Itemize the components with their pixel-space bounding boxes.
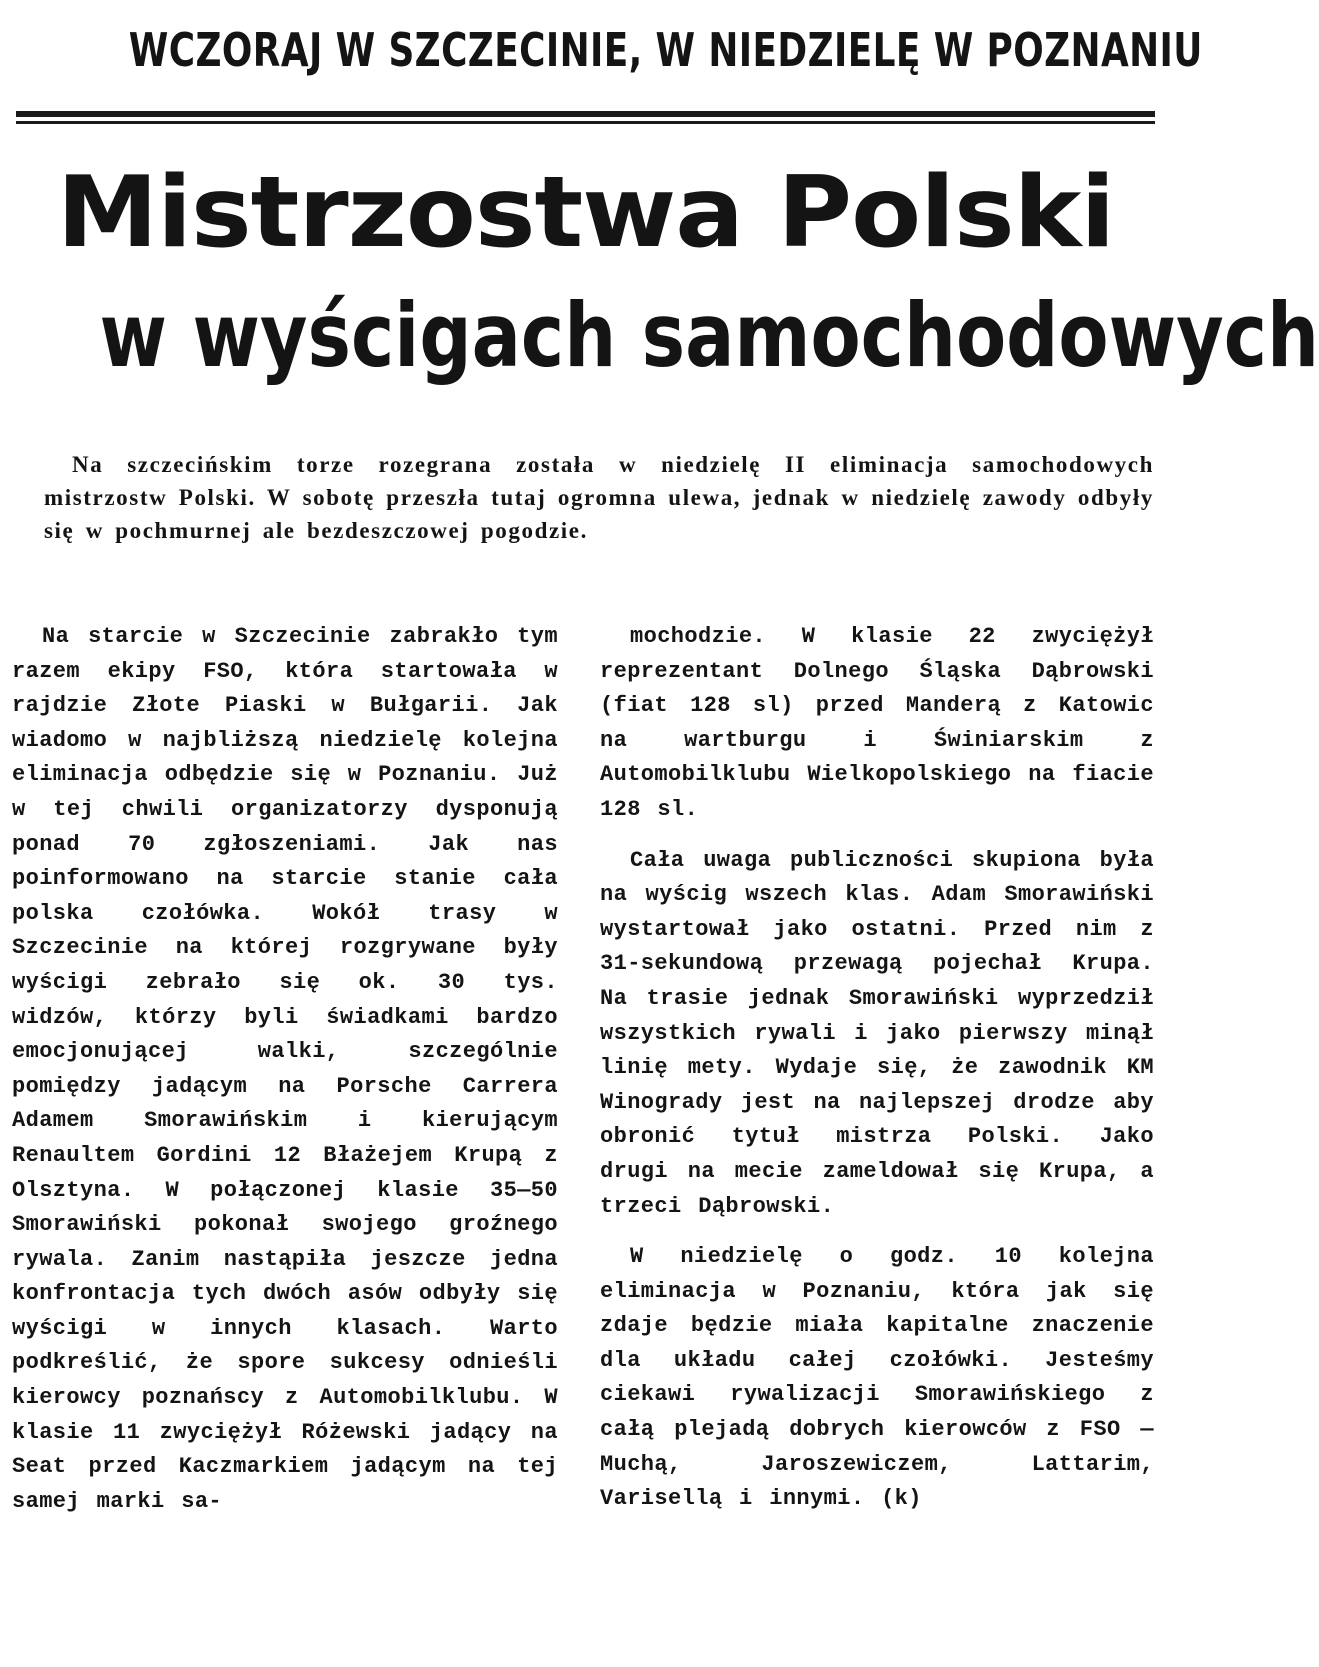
main-headline: Mistrzostwa Polski — [56, 156, 1115, 270]
body-paragraph: Na starcie w Szczecinie zabrakło tym razem ekipy FSO, która startowała w rajdzie Złote Piaski w Bułgarii. Jak wiadomo w najbliższą niedzielę kolejna eliminacja odbędzie się w Poznaniu. Już w tej chwili organizatorzy dysponują ponad 70 zgłoszeniami. Jak nas poinformowano na starcie stanie cała polska czołówka. Wokół trasy w Szczecinie na której rozgrywane były wyścigi zebrało się ok. 30 tys. widzów, którzy byli świadkami bardzo emocjonującej walki, szczególnie pomiędzy jadącym na Porsche Carrera Adamem Smorawińskim i kierującym Renaultem Gordini 12 Błażejem Krupą z Olsztyna. W połączonej klasie 35—50 Smorawiński pokonał swojego groźnego rywala. Zanim nastąpiła jeszcze jedna konfrontacja tych dwóch asów odbyły się wyścigi w innych klasach. Warto podkreślić, że spore sukcesy odnieśli kierowcy poznańscy z Automobilklubu. W klasie 11 zwyciężył Różewski jadący na Seat przed Kaczmarkiem jadącym na tej samej marki sa- — [12, 624, 558, 1514]
thin-rule — [16, 121, 1155, 124]
lead-paragraph: Na szczecińskim torze rozegrana została w niedzielę II eliminacja samochodowych mistrzostw Polski. W sobotę przeszła tutaj ogromna ulewa, jednak w niedzielę zawody odbyły się w pochmurnej ale bezdeszczowej pogodzie. — [44, 452, 1154, 543]
right-column — [600, 620, 1154, 1517]
heavy-rule — [16, 111, 1155, 117]
author-signature: (k) — [881, 1486, 922, 1512]
kicker-headline: WCZORAJ W SZCZECINIE, W NIEDZIELĘ W POZNANIU — [128, 23, 1203, 77]
sub-headline: w wyścigach samochodowych — [99, 284, 1319, 387]
body-paragraph: mochodzie. W klasie 22 zwyciężył reprezentant Dolnego Śląska Dąbrowski (fiat 128 sl) przed Manderą z Katowic na wartburgu i Świniarskim z Automobilklubu Wielkopolskiego na fiacie 128 sl. — [600, 624, 1154, 822]
body-paragraph — [600, 1240, 1154, 1517]
paragraph-text: W niedzielę o godz. 10 kolejna eliminacja w Poznaniu, która jak się zdaje będzie miała kapitalne znaczenie dla układu całej czołówki. Jesteśmy ciekawi rywalizacji Smorawińskiego z całą plejadą dobrych kierowców z FSO — Muchą, Jaroszewiczem, Lattarim, Varisellą i innymi. — [600, 1244, 1154, 1512]
left-column — [12, 620, 558, 1519]
body-paragraph: Cała uwaga publiczności skupiona była na wyścig wszech klas. Adam Smorawiński wystartował jako ostatni. Przed nim z 31-sekundową przewagą pojechał Krupa. Na trasie jednak Smorawiński wyprzedził wszystkich rywali i jako pierwszy minął linię mety. Wydaje się, że zawodnik KM Winogrady jest na najlepszej drodze aby obronić tytuł mistrza Polski. Jako drugi na mecie zameldował się Krupa, a trzeci Dąbrowski. — [600, 847, 1154, 1219]
